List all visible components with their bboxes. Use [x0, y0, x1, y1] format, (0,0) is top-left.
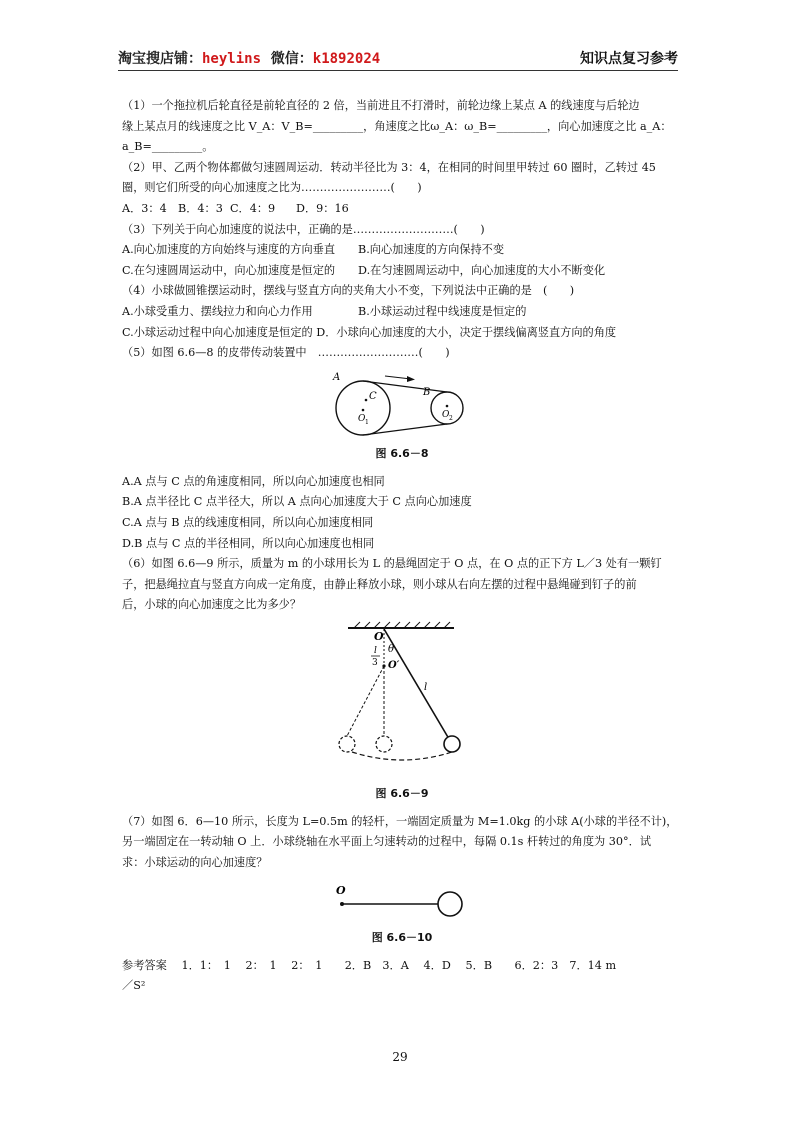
q3-option-d: D.在匀速圆周运动中，向心加速度的大小不断变化: [358, 263, 606, 277]
label-o1: O: [358, 413, 366, 424]
page-number: 29: [392, 1050, 408, 1064]
label-o-prime: O′: [388, 659, 400, 671]
q1-line-1: （1）一个拖拉机后轮直径是前轮直径的 2 倍，当前进且不打滑时，前轮边缘上某点 A 的线速度与后轮边: [122, 99, 640, 112]
shop-label: 淘宝搜店铺：: [118, 51, 202, 67]
q2-line-1: （2）甲、乙两个物体都做匀速圆周运动．转动半径比为 3：4，在相同的时间里甲转过 60 圈时，乙转过 45: [122, 160, 656, 174]
ball-right: [444, 736, 460, 752]
q3-stem: （3）下列关于向心加速度的说法中，正确的是………………………( ): [122, 222, 485, 236]
q5-option-d: D.B 点与 C 点的半径相同，所以向心加速度也相同: [122, 536, 375, 550]
taut-string: [384, 629, 452, 744]
figure-6-6-10: [332, 878, 472, 950]
label-b: B: [423, 386, 431, 398]
label-o: O: [374, 629, 384, 643]
label-o2: O: [442, 409, 450, 420]
belt-drive-diagram: [327, 368, 477, 444]
answers-line-2: ／S²: [122, 979, 146, 993]
q1-line-2: 缘上某点月的线速度之比 V_A：V_B=_________，角速度之比ω_A：ω_B=_________，向心加速度之比 a_A：: [122, 119, 672, 133]
label-l-den: 3: [372, 657, 378, 668]
shop-name: heylins: [202, 51, 262, 67]
q3-option-c: C.在匀速圆周运动中，向心加速度是恒定的: [122, 263, 336, 277]
q4-options-row-1: [122, 302, 682, 323]
q2-option-a: A．3：4: [122, 201, 167, 215]
q2-option-b: B．4：3: [178, 201, 223, 215]
q2-option-d: D．9：16: [296, 201, 349, 215]
q3-option-a: A.向心加速度的方向始终与速度的方向垂直: [122, 243, 336, 257]
label-o: O: [336, 883, 346, 897]
header-divider: [118, 70, 678, 71]
figure-caption: 图 6.6－8: [375, 446, 429, 460]
point-c-dot: [365, 398, 368, 401]
q4-option-b: B.小球运动过程中线速度是恒定的: [358, 304, 527, 318]
belt-bottom: [363, 424, 447, 435]
nail-dot: [382, 664, 385, 667]
q3-options-row-1: [122, 240, 682, 261]
figure-6-6-8: [327, 368, 477, 466]
q5-option-a: A.A 点与 C 点的角速度相同，所以向心加速度也相同: [122, 474, 385, 488]
q6-line-2: 子，把悬绳拉直与竖直方向成一定角度，由静止释放小球，则小球从右向左摆的过程中悬绳碰到钉子的前: [122, 577, 637, 591]
label-l-num: l: [374, 645, 377, 656]
pendulum-diagram: [332, 620, 472, 784]
q7-line-1: （7）如图 6．6—10 所示，长度为 L=0.5m 的轻杆，一端固定质量为 M=1.0kg 的小球 A(小球的半径不计)，: [122, 814, 678, 828]
wechat-label: 微信：: [261, 51, 313, 67]
q7-line-2: 另一端固定在一转动轴 O 上．小球绕轴在水平面上匀速转动的过程中，每隔 0.1s 杆转过的角度为 30°．试: [122, 835, 652, 849]
label-a: A: [333, 371, 341, 383]
wechat-id: k1892024: [312, 51, 381, 67]
q4-stem: （4）小球做圆锥摆运动时，摆线与竖直方向的夹角大小不变，下列说法中正确的是 ( ): [122, 284, 575, 298]
label-theta: θ: [388, 643, 395, 655]
figure-caption: 图 6.6－9: [375, 786, 429, 800]
q2-line-2: 圈，则它们所受的向心加速度之比为……………………( ): [122, 181, 422, 195]
ball-left: [339, 736, 355, 752]
center-o2-dot: [446, 404, 449, 407]
header-shop-info: [118, 48, 380, 68]
q2-options: [122, 199, 682, 220]
q6-line-1: （6）如图 6.6—9 所示，质量为 m 的小球用长为 L 的悬绳固定于 O 点，在 O 点的正下方 L／3 处有一颗钉: [122, 557, 662, 571]
label-c: C: [369, 390, 377, 402]
center-o1-dot: [362, 408, 365, 411]
document-body: [122, 96, 682, 997]
figure-caption: 图 6.6－10: [371, 930, 433, 944]
ball-bottom: [376, 736, 392, 752]
q7-line-3: 求：小球运动的向心加速度？: [122, 856, 268, 870]
q4-option-cd: C.小球运动过程中向心加速度是恒定的 D．小球向心加速度的大小，决定于摆线偏离竖直方向的角度: [122, 325, 617, 339]
label-o1-sub: 1: [365, 418, 369, 426]
q5-option-c: C.A 点与 B 点的线速度相同，所以向心加速度相同: [122, 515, 374, 529]
large-pulley: [336, 381, 390, 435]
q4-option-a: A.小球受重力、摆线拉力和向心力作用: [122, 304, 313, 318]
q3-option-b: B.向心加速度的方向保持不变: [358, 243, 505, 257]
q2-option-c: C．4：9: [230, 201, 276, 215]
left-string: [347, 666, 384, 736]
q1-line-3: a_B=_________。: [122, 140, 214, 154]
q5-stem: （5）如图 6.6—8 的皮带传动装置中 ………………………( ): [122, 346, 450, 360]
direction-arrow-icon: [407, 376, 415, 382]
swing-arc: [352, 752, 452, 760]
ball-a: [438, 892, 462, 916]
q6-line-3: 后，小球的向心加速度之比为多少？: [122, 598, 302, 612]
label-l: l: [424, 681, 428, 693]
q5-option-b: B.A 点半径比 C 点半径大，所以 A 点向心加速度大于 C 点向心加速度: [122, 495, 472, 509]
label-o2-sub: 2: [449, 414, 453, 422]
answers-line-1: 参考答案 1．1： 1 2： 1 2： 1 2．B 3．A 4．D 5．B 6．2：3 7．14 m: [122, 958, 617, 972]
figure-6-6-9: [332, 620, 472, 806]
rod-diagram: [332, 878, 472, 928]
page-header: [118, 46, 678, 70]
q3-options-row-2: [122, 261, 682, 282]
header-title: 知识点复习参考: [580, 51, 678, 67]
